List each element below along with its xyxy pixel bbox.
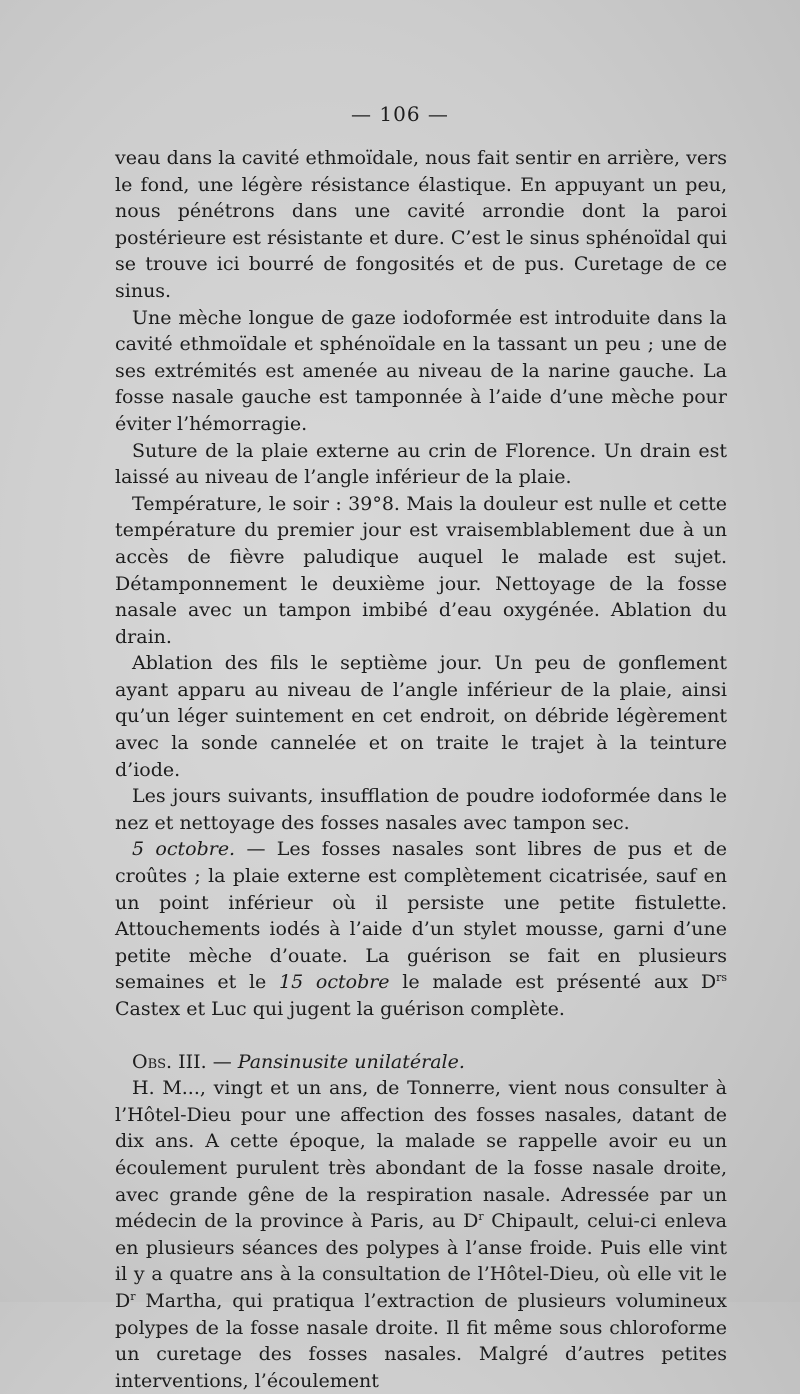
observation-title: Pansinusite unilatérale. — [237, 1050, 465, 1073]
section-spacer — [115, 1023, 727, 1049]
paragraph-8-text-c: Martha, qui pratiqua l’extraction de plusieurs volumineux polypes de la fosse nasale droite. Il fit même sous chloroforme un curetage des fosses nasales. Malgré d’autres petites interventions, l’écoulement — [115, 1289, 727, 1392]
paragraph-5: Ablation des fils le septième jour. Un peu de gonflement ayant apparu au niveau de l’angle inférieur de la plaie, ainsi qu’un léger suintement en cet endroit, on débride légèrement avec la sonde cannelée et on traite le trajet à la teinture d’iode. — [115, 652, 727, 781]
paragraph-6: Les jours suivants, insufflation de poudre iodoformée dans le nez et nettoyage des fosses nasales avec tampon sec. — [115, 785, 727, 834]
doctor-superscript-2: r — [130, 1289, 136, 1303]
paragraph-7 — [115, 836, 727, 1022]
paragraph-2: Une mèche longue de gaze iodoformée est introduite dans la cavité ethmoïdale et sphénoïdale en la tassant un peu ; une de ses extrémités est amenée au niveau de la narine gauche. La fosse nasale gauche est tamponnée à l’aide d’une mèche pour éviter l’hémorragie. — [115, 306, 727, 435]
paragraph-8 — [115, 1075, 727, 1394]
observation-dash: — — [206, 1050, 238, 1073]
date-5-octobre: 5 octobre. — [132, 838, 236, 861]
body-text — [115, 145, 727, 1394]
doctor-superscript-1: r — [478, 1210, 484, 1224]
paragraph-7-text-a: — Les fosses nasales sont libres de pus et de croûtes ; la plaie externe est complètement cicatrisée, sauf en un point inférieur où il persiste une petite fistulette. Attouchements iodés à l’aide d’un stylet mousse, garni d’une petite mèche d’ouate. La guérison se fait en plusieurs semaines et le — [115, 838, 727, 994]
paragraph-8-text-b: Chipault, celui-ci enleva en plusieurs séances des polypes à l’anse froide. Puis elle vint il y a quatre ans à la consultation de l’Hôtel-Dieu, où elle vit le D — [115, 1210, 727, 1312]
paragraph-4: Température, le soir : 39°8. Mais la douleur est nulle et cette température du premier jour est vraisemblablement due à un accès de fièvre paludique auquel le malade est sujet. Détamponnement le deuxième jour. Nettoyage de la fosse nasale avec un tampon imbibé d’eau oxygénée. Ablation du drain. — [115, 492, 727, 648]
observation-label: Obs. III. — [132, 1050, 207, 1073]
paragraph-8-text-a: H. M..., vingt et un ans, de Tonnerre, vient nous consulter à l’Hôtel-Dieu pour une affection des fosses nasales, datant de dix ans. A cette époque, la malade se rappelle avoir eu un écoulement purulent très abondant de la fosse nasale droite, avec grande gêne de la respiration nasale. Adressée par un médecin de la province à Paris, au D — [115, 1077, 727, 1233]
observation-heading — [115, 1049, 727, 1076]
page-number: — 106 — — [351, 102, 449, 126]
doctors-superscript: rs — [716, 971, 727, 985]
date-15-octobre: 15 octobre — [279, 971, 390, 994]
paragraph-7-text-b: le malade est présenté aux D — [389, 971, 717, 994]
paragraph-7-text-c: Castex et Luc qui jugent la guérison complète. — [115, 998, 565, 1020]
paragraph-1: veau dans la cavité ethmoïdale, nous fait sentir en arrière, vers le fond, une légère résistance élastique. En appuyant un peu, nous pénétrons dans une cavité arrondie dont la paroi postérieure est résistante et dure. C’est le sinus sphénoïdal qui se trouve ici bourré de fongosités et de pus. Curetage de ce sinus. — [115, 147, 727, 302]
paragraph-3: Suture de la plaie externe au crin de Florence. Un drain est laissé au niveau de l’angle inférieur de la plaie. — [115, 439, 727, 489]
